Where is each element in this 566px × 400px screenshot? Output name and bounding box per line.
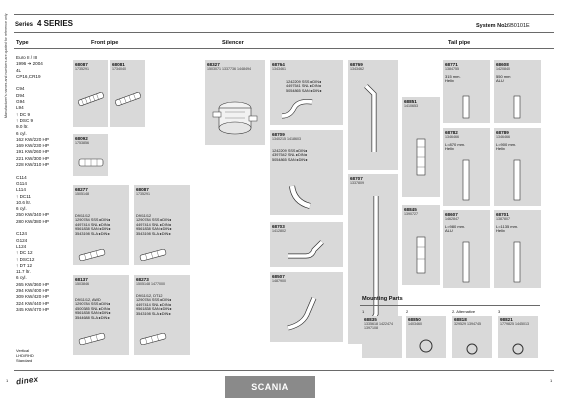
- part-68607[interactable]: [443, 210, 490, 288]
- part-number: 68845: [404, 207, 417, 212]
- part-number: 68782: [445, 130, 458, 135]
- part-code: 1384755: [445, 67, 459, 71]
- mount-index-2-alt: 2. Alternative: [452, 309, 476, 314]
- dinex-logo: dinex: [15, 374, 39, 387]
- part-number: 68835: [364, 317, 377, 322]
- part-number: 68087: [75, 62, 88, 67]
- mount-part-98821[interactable]: [498, 316, 538, 358]
- col-tail-pipe: Tail pipe: [448, 40, 471, 46]
- part-68087[interactable]: [73, 60, 108, 127]
- part-note: D9/11/12 1290784 SSS ▸DIN◂ 4497414 SNL ▸DIN◂ 9561838 SAN ▸DIN◂ 3543198 SLA ▸DIN◂: [75, 214, 111, 236]
- mount-index-2: 2: [406, 309, 409, 314]
- type-info-line: C94: [16, 86, 25, 92]
- type-info-line: ↑ DC 9: [16, 111, 31, 117]
- part-code: 1343462: [350, 67, 364, 71]
- part-number: 68137: [75, 277, 88, 282]
- make-banner: SCANIA: [225, 376, 315, 398]
- part-number: 68327: [207, 62, 220, 67]
- part-68608[interactable]: [494, 60, 541, 123]
- part-code: 1505148 1477000: [136, 282, 165, 286]
- type-info-line: 345 KW/470 HP: [16, 306, 49, 312]
- type-info-line: 250 KW/340 HP: [16, 212, 49, 218]
- type-info-line: G124: [16, 237, 28, 243]
- part-68327[interactable]: [205, 60, 265, 145]
- type-info-line: 221 KW/300 HP: [16, 155, 49, 161]
- column-header-rule: [14, 48, 554, 49]
- system-value: 16B0101E: [504, 23, 530, 29]
- mounting-title: Mounting Parts: [362, 296, 403, 302]
- part-code: 1420840: [496, 67, 510, 71]
- part-number: 68081: [112, 62, 125, 67]
- footer-note-3: Standard: [16, 358, 33, 363]
- part-code: 1412802: [272, 229, 286, 233]
- type-info-line: L124: [16, 243, 27, 249]
- pipe-icon: [286, 240, 332, 260]
- part-68769[interactable]: [348, 60, 398, 170]
- page-mark-left: 1: [6, 378, 9, 383]
- part-68137[interactable]: [73, 275, 129, 355]
- part-note: 315 mm. Helix: [445, 74, 461, 84]
- type-info-line: 228 KW/310 HP: [16, 162, 49, 168]
- part-number: 68818: [454, 317, 467, 322]
- mount-part-68835[interactable]: [362, 316, 402, 358]
- part-68764[interactable]: [270, 60, 343, 125]
- part-68507[interactable]: [270, 272, 343, 342]
- part-code: 1340215 1418603: [272, 137, 301, 141]
- mount-index-1: 1: [362, 309, 365, 314]
- type-info-line: 6 cyl.: [16, 130, 27, 136]
- part-68845[interactable]: [402, 205, 440, 285]
- type-info-line: ↑ DT 12: [16, 262, 32, 268]
- series-value: 4 SERIES: [37, 19, 74, 28]
- part-code: 1503846: [75, 282, 89, 286]
- silencer-icon: [211, 98, 259, 138]
- part-68709[interactable]: [270, 130, 343, 215]
- part-note: L=900 mm. Helix: [496, 142, 517, 152]
- type-info-line: ↑ DSC12: [16, 256, 35, 262]
- col-front-pipe: Front pipe: [91, 40, 119, 46]
- pipe-icon: [288, 182, 318, 212]
- side-note: Manufacturer's names and numbers are quoted for reference only: [4, 13, 8, 118]
- pipe-icon: [138, 333, 168, 345]
- part-code: 1487900: [272, 279, 286, 283]
- type-info-line: 294 KW/400 HP: [16, 287, 49, 293]
- part-number: 68707: [350, 176, 363, 181]
- part-68092[interactable]: [73, 134, 108, 176]
- part-number: 68771: [445, 62, 458, 67]
- clamp-icon: [417, 338, 435, 354]
- part-code: 1346466: [496, 135, 510, 139]
- type-info-line: 169 KW/230 HP: [16, 143, 49, 149]
- mounting-rule: [360, 305, 540, 306]
- type-info-line: D94: [16, 92, 25, 98]
- pipe-icon: [77, 156, 105, 170]
- type-info-line: 10.6 ltr.: [16, 199, 32, 205]
- part-code: 329529 1394745: [454, 322, 481, 326]
- tail-pipe-icon: [461, 240, 471, 284]
- part-code: 1337809: [350, 181, 364, 185]
- tail-pipe-icon: [512, 158, 522, 202]
- part-code: 1779825 1445013: [500, 322, 529, 326]
- part-68771[interactable]: [443, 60, 490, 123]
- part-code: 1390727: [404, 212, 418, 216]
- type-info-line: L94: [16, 105, 24, 111]
- part-note: D9/11/12, AWD 1290784 SSS ▸DIN◂ 4500385 SNL ▸DIN◂ 9561838 SAN ▸DIN◂ 3544688 SLA ▸DIN◂: [75, 298, 111, 320]
- type-info-line: 191 KW/260 HP: [16, 149, 49, 155]
- header-top-rule: [14, 14, 554, 15]
- part-number: 68701: [496, 212, 509, 217]
- part-note: 1242209 SSS ▸DIN◂ 4397542 SNL ▸DIN◂ 5054865 SAN ▸DIN◂: [272, 149, 308, 162]
- header-mid-rule: [14, 32, 554, 33]
- part-note: L=870 mm. Helix: [445, 142, 466, 152]
- tail-pipe-icon: [512, 240, 522, 284]
- pipe-icon: [77, 333, 107, 345]
- part-note: D9/11/12 1290784 SSS ▸DIN◂ 4497414 SNL ▸DIN◂ 9561838 SAN ▸DIN◂ 3543198 SLA ▸DIN◂: [136, 214, 172, 236]
- part-code: 1346466: [445, 135, 459, 139]
- footer-note-2: LHD/RHD: [16, 353, 34, 358]
- type-info-line: 162 KW/220 HP: [16, 136, 49, 142]
- type-info: [16, 55, 76, 313]
- part-68277[interactable]: [73, 185, 129, 265]
- type-info-line: 280 KW/380 HP: [16, 218, 49, 224]
- pipe-icon: [362, 84, 386, 154]
- pipe-icon: [138, 249, 168, 261]
- part-number: 68087: [136, 187, 149, 192]
- type-info-line: 6 cyl.: [16, 206, 27, 212]
- part-code: 1735291: [136, 192, 150, 196]
- clamp-icon: [463, 342, 481, 356]
- part-note: 1242209 SSS ▸DIN◂ 4497541 SNL ▸DIN◂ 5054865 SAN ▸DIN◂: [286, 80, 322, 93]
- part-68087-b[interactable]: [134, 185, 190, 265]
- type-info-line: G94: [16, 99, 25, 105]
- col-type: Type: [16, 40, 29, 46]
- type-info-line: ↑ DC 12: [16, 250, 33, 256]
- part-68703[interactable]: [270, 222, 343, 267]
- part-68851[interactable]: [402, 97, 440, 197]
- type-info-line: 4L: [16, 67, 22, 73]
- pipe-icon: [284, 294, 330, 334]
- part-68782[interactable]: [443, 128, 490, 206]
- tail-pipe-icon: [461, 94, 471, 120]
- footer-note-1: Vertical: [16, 348, 30, 353]
- mount-part-68818[interactable]: [452, 316, 492, 358]
- part-code: 1505148: [75, 192, 89, 196]
- part-number: 68789: [496, 130, 509, 135]
- part-number: 68277: [75, 187, 88, 192]
- clamp-icon: [414, 235, 428, 275]
- part-number: 68850: [408, 317, 421, 322]
- bottom-rule: [14, 370, 554, 371]
- col-silencer: Silencer: [222, 40, 244, 46]
- part-code: 1753856: [75, 141, 89, 145]
- mount-index-3: 3: [498, 309, 501, 314]
- type-info-line: CP16,CR19: [16, 73, 41, 79]
- pipe-icon: [280, 98, 314, 120]
- type-info-line: G114: [16, 180, 27, 186]
- pipe-icon: [113, 92, 143, 106]
- type-info-line: 6 cyl.: [16, 275, 27, 281]
- type-info-line: C114: [16, 174, 27, 180]
- type-info-line: 265 KW/360 HP: [16, 281, 49, 287]
- type-info-line: 11.7 ltr.: [16, 269, 31, 275]
- type-info-line: C124: [16, 231, 27, 237]
- part-68701[interactable]: [494, 210, 541, 288]
- part-68789[interactable]: [494, 128, 541, 206]
- part-note: D9/11/12, DT12 1290784 SSS ▸DIN◂ 4497414 SNL ▸DIN◂ 9561838 SAN ▸DIN◂ 3543198 SLA ▸DIN◂: [136, 294, 172, 316]
- part-code: 1403460: [408, 322, 422, 326]
- tail-pipe-icon: [461, 158, 471, 202]
- part-number: 68703: [272, 224, 285, 229]
- tail-pipe-icon: [512, 94, 522, 120]
- mount-part-68850[interactable]: [406, 316, 446, 358]
- type-info-line: Euro II / III: [16, 55, 38, 60]
- series-label: Series: [15, 22, 34, 28]
- page-mark-right: 1: [550, 378, 553, 383]
- clamp-icon: [414, 137, 428, 177]
- part-code: 1734040: [112, 67, 126, 71]
- part-number: 68709: [272, 132, 285, 137]
- part-code: 1503071 1337736 1448494: [207, 67, 251, 71]
- part-number: 68092: [75, 136, 88, 141]
- system-label: System No.:: [476, 23, 508, 29]
- part-number: 68607: [445, 212, 458, 217]
- part-note: L=1135 mm. Helix: [496, 224, 519, 234]
- part-note: 550 mm ALU: [496, 74, 511, 84]
- part-68081[interactable]: [110, 60, 145, 127]
- type-info-line: 9.0 ltr.: [16, 124, 29, 130]
- part-68273[interactable]: [134, 275, 190, 355]
- part-code: 1735291: [75, 67, 89, 71]
- part-note: L=980 mm. ALU: [445, 224, 466, 234]
- part-code: 1410653: [404, 104, 418, 108]
- part-code: 1387807: [496, 217, 510, 221]
- part-code: 1335618 1422474 1397108: [364, 322, 393, 330]
- clamp-icon: [509, 342, 527, 356]
- type-info-line: 309 KW/420 HP: [16, 294, 49, 300]
- pipe-icon: [76, 92, 106, 106]
- part-number: 98821: [500, 317, 513, 322]
- type-info-line: 324 KW/440 HP: [16, 300, 49, 306]
- pipe-icon: [77, 249, 107, 261]
- type-info-line: ↑ DC11: [16, 193, 31, 199]
- part-number: 68273: [136, 277, 149, 282]
- part-code: 1343461: [272, 67, 286, 71]
- part-code: 1462847: [445, 217, 459, 221]
- type-info-line: ↑ DSC 9: [16, 117, 34, 123]
- type-info-line: 1996 ➔ 2004: [16, 61, 43, 67]
- part-number: 68608: [496, 62, 509, 67]
- type-info-line: L114: [16, 187, 26, 193]
- part-number: 68507: [272, 274, 285, 279]
- part-number: 68851: [404, 99, 417, 104]
- part-number: 68769: [350, 62, 363, 67]
- part-number: 68764: [272, 62, 285, 67]
